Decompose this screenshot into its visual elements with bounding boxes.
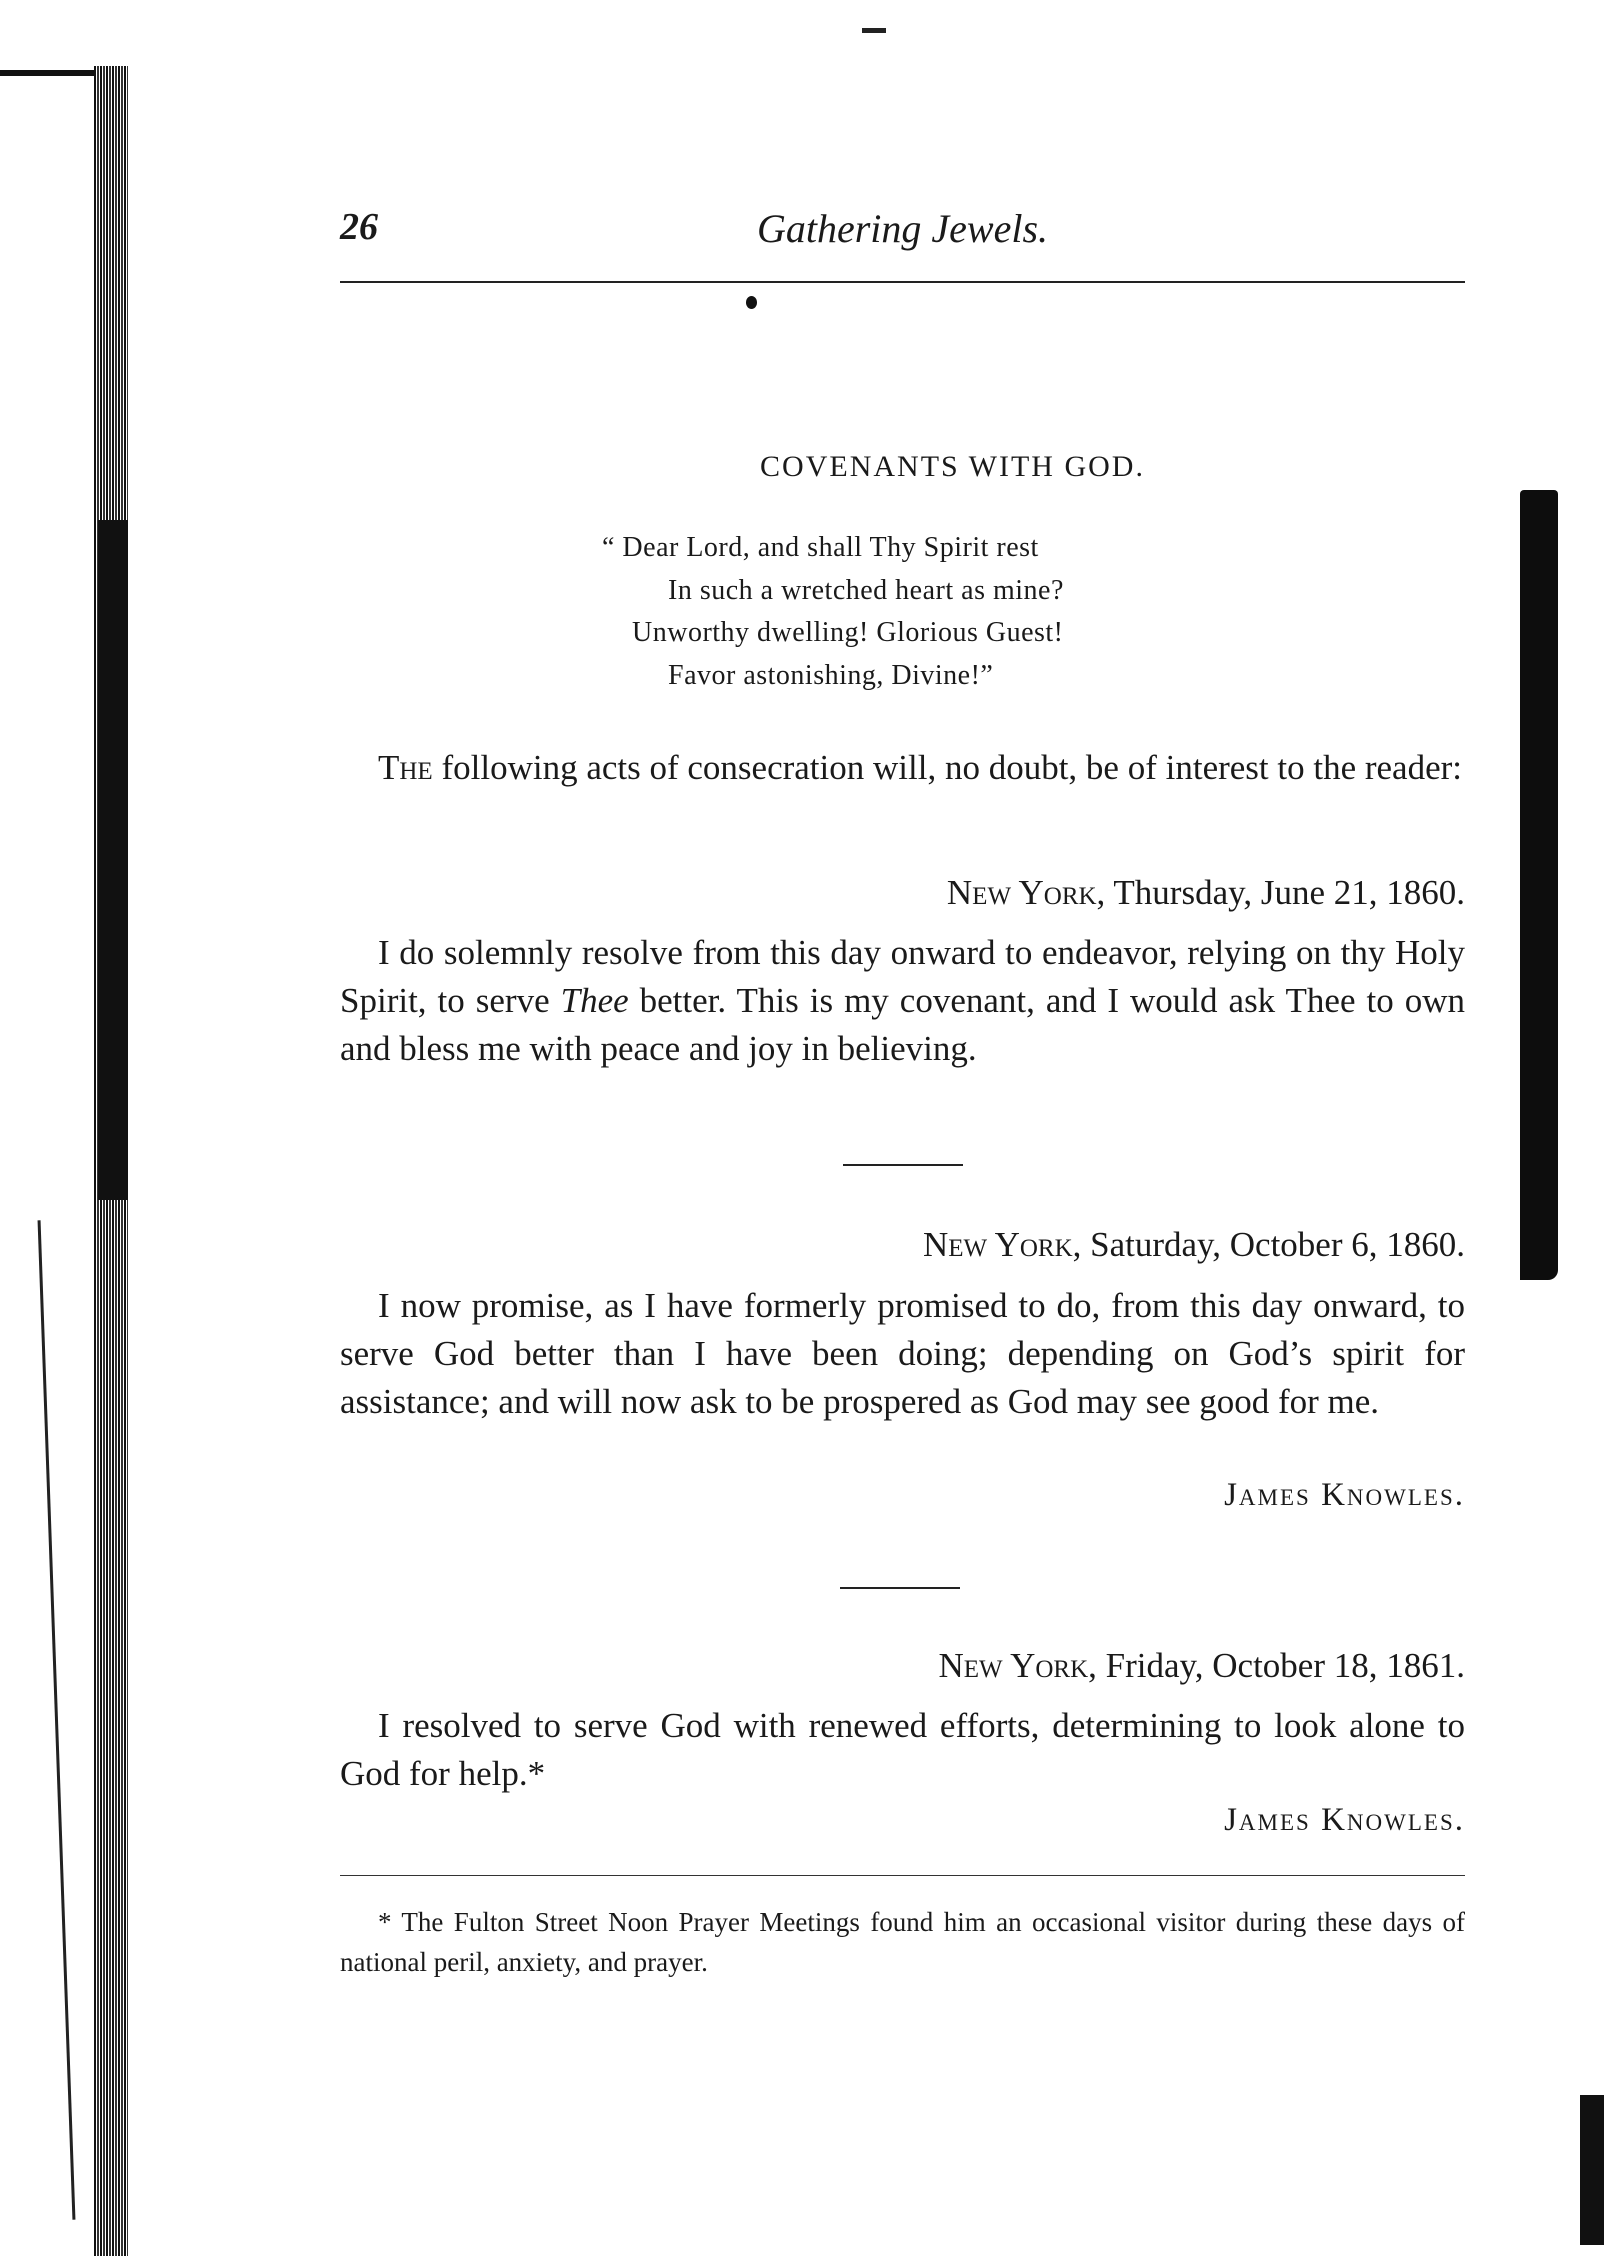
verse-line-1: “ Dear Lord, and shall Thy Spirit rest bbox=[602, 532, 1039, 563]
verse-line-3: Unworthy dwelling! Glorious Guest! bbox=[632, 617, 1064, 648]
page-number: 26 bbox=[340, 206, 378, 248]
entry-1-date: Thursday, June 21, 1860. bbox=[1105, 873, 1465, 912]
scan-edge-line bbox=[38, 1220, 76, 2219]
entry-3-dateline bbox=[939, 1646, 1466, 1686]
scan-top-mark bbox=[862, 28, 886, 33]
entry-2-body: I now promise, as I have formerly promised to do, from this day onward, to serve God better than I have been doing; depending on God’s spirit for assistance; and will now ask to be prospered as God may see good for me. bbox=[340, 1286, 1465, 1421]
entry-2-place: New York, bbox=[922, 1225, 1082, 1264]
section-title: COVENANTS WITH GOD. bbox=[760, 450, 1145, 483]
entry-3-signature: James Knowles. bbox=[1224, 1802, 1465, 1838]
intro-paragraph bbox=[340, 744, 1465, 792]
header-rule bbox=[340, 281, 1465, 283]
entry-2-date: Saturday, October 6, 1860. bbox=[1081, 1225, 1465, 1264]
entry-3-body: I resolved to serve God with renewed efforts, determining to look alone to God for help.* bbox=[340, 1706, 1465, 1793]
scan-right-edge bbox=[1520, 490, 1558, 1280]
entry-2-signature: James Knowles. bbox=[1224, 1477, 1465, 1513]
separator-rule-2 bbox=[840, 1587, 960, 1589]
intro-lead-word: The bbox=[378, 748, 433, 787]
ink-dot bbox=[746, 296, 757, 309]
intro-text: following acts of consecration will, no doubt, be of interest to the reader: bbox=[432, 748, 1463, 787]
scan-edge-top-left bbox=[0, 70, 100, 76]
entry-1-place: New York, bbox=[946, 873, 1106, 912]
entry-3-place: New York, bbox=[938, 1646, 1097, 1685]
scan-binding-shadow bbox=[98, 520, 128, 1200]
entry-1-body bbox=[340, 929, 1465, 1073]
verse-line-4: Favor astonishing, Divine!” bbox=[668, 660, 994, 691]
separator-rule-1 bbox=[843, 1164, 963, 1166]
running-title: Gathering Jewels. bbox=[756, 206, 1049, 251]
entry-1-text-a: I do solemnly resolve from this day onward to endeavor, relying on thy Holy Spirit, to serve bbox=[340, 933, 1465, 1020]
footnote: * The Fulton Street Noon Prayer Meetings found him an occasional visitor during these days of national peril, anxiety, and prayer. bbox=[340, 1907, 1465, 1977]
entry-2-dateline bbox=[923, 1225, 1465, 1265]
footnote-rule bbox=[340, 1875, 1465, 1876]
running-header bbox=[340, 205, 1465, 265]
entry-1-dateline bbox=[947, 873, 1465, 913]
entry-3-date: Friday, October 18, 1861. bbox=[1096, 1646, 1465, 1685]
entry-1-emphasis: Thee bbox=[560, 981, 629, 1020]
scan-right-corner bbox=[1580, 2095, 1604, 2245]
entry-1-text-b: better. This is my covenant, and I would ask Thee to own and bless me with peace and joy in believing. bbox=[340, 981, 1465, 1068]
verse-line-2: In such a wretched heart as mine? bbox=[668, 575, 1064, 606]
